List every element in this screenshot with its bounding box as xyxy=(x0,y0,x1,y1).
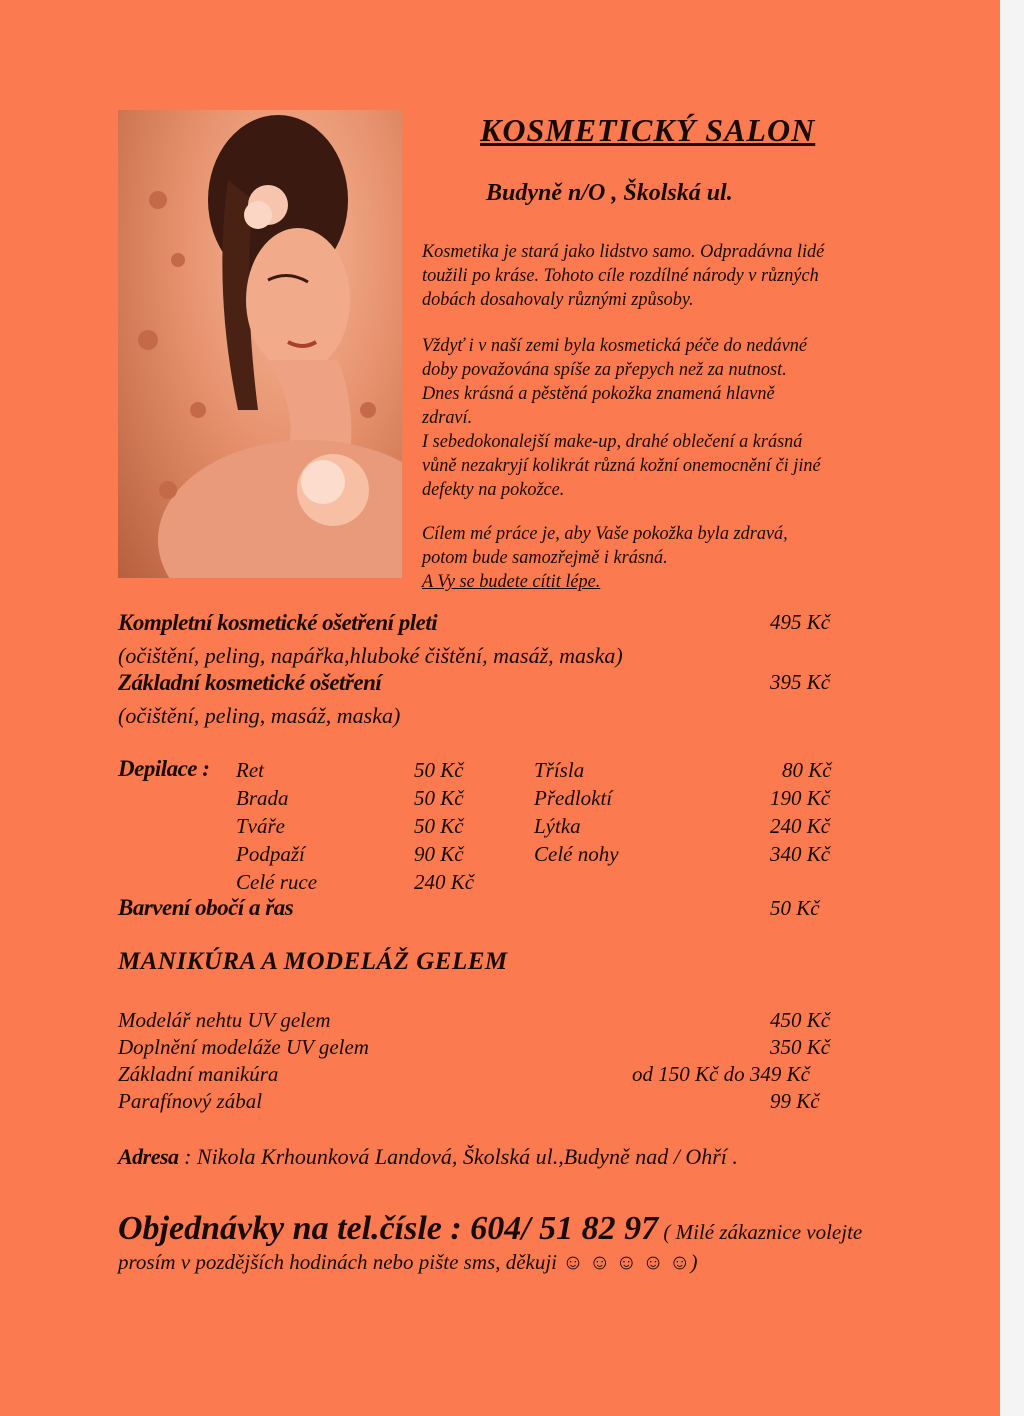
order-phone: Objednávky na tel.čísle : 604/ 51 82 97 xyxy=(118,1210,659,1247)
depilation-price: 240 Kč xyxy=(414,870,475,894)
treatment-name-basic: Základní kosmetické ošetření xyxy=(118,670,382,695)
treatment-name-complete: Kompletní kosmetické ošetření pleti xyxy=(118,610,438,635)
portrait-illustration xyxy=(118,110,402,578)
address-line xyxy=(118,1144,738,1170)
manicure-heading: MANIKÚRA A MODELÁŽ GELEM xyxy=(118,948,508,975)
treatment-details-complete: (očištění, peling, napářka,hluboké čištění, masáž, maska) xyxy=(118,643,623,668)
treatment-price-basic: 395 Kč xyxy=(770,670,831,694)
depilation-price: 50 Kč xyxy=(414,814,464,838)
coloring-price: 50 Kč xyxy=(770,896,820,920)
intro-paragraph-1: Kosmetika je stará jako lidstvo samo. Odpradávna lidé toužili po kráse. Tohoto cíle rozdílné národy v různých dobách dosahovaly různými způsoby. xyxy=(422,241,825,310)
page-margin xyxy=(1000,0,1024,1416)
order-note: ( Milé zákaznice volejte prosím v pozdějších hodinách nebo pište sms, děkuji ☺ ☺ ☺ ☺ ☺) xyxy=(118,1220,863,1274)
treatment-details-basic: (očištění, peling, masáž, maska) xyxy=(118,703,401,728)
address-label: Adresa xyxy=(118,1144,179,1169)
depilation-price: 190 Kč xyxy=(770,786,831,810)
manicure-item-price: od 150 Kč do 349 Kč xyxy=(632,1062,810,1086)
depilation-price: 50 Kč xyxy=(414,786,464,810)
depilation-price: 50 Kč xyxy=(414,758,464,782)
depilation-price: 340 Kč xyxy=(770,842,831,866)
order-block xyxy=(118,1210,868,1277)
manicure-item-name: Parafínový zábal xyxy=(118,1089,263,1113)
woman-portrait-image xyxy=(118,110,402,578)
depilation-price: 80 Kč xyxy=(782,758,832,782)
intro-paragraph-2: Vždyť i v naší zemi byla kosmetická péče do nedávné doby považována spíše za přepych než za nutnost. Dnes krásná a pěstěná pokožka znamená hlavně zdraví. I sebedokonalejší make-up, drahé oblečení a krásná vůně nezakryjí kolikrát různá kožní onemocnění či jiné defekty na pokožce. xyxy=(422,335,821,500)
depilation-area: Celé nohy xyxy=(534,842,619,866)
manicure-item-price: 450 Kč xyxy=(770,1008,831,1032)
depilation-area: Lýtka xyxy=(534,814,581,838)
intro-paragraph-3-text: Cílem mé práce je, aby Vaše pokožka byla zdravá, potom bude samozřejmě i krásná. xyxy=(422,523,788,568)
depilation-price: 90 Kč xyxy=(414,842,464,866)
depilation-area: Tváře xyxy=(236,814,285,838)
manicure-item-name: Základní manikúra xyxy=(118,1062,279,1086)
depilation-area: Třísla xyxy=(534,758,585,782)
address-text: : Nikola Krhounková Landová, Školská ul.,Budyně nad / Ohří . xyxy=(178,1144,738,1169)
manicure-item-price: 99 Kč xyxy=(770,1089,820,1113)
salon-title: KOSMETICKÝ SALON xyxy=(480,112,816,148)
depilation-area: Celé ruce xyxy=(236,870,318,894)
treatment-price-complete: 495 Kč xyxy=(770,610,831,634)
depilation-label: Depilace : xyxy=(118,756,210,781)
coloring-name: Barvení obočí a řas xyxy=(118,895,294,920)
depilation-area: Brada xyxy=(236,786,289,810)
intro-paragraph-3 xyxy=(422,522,788,594)
depilation-area: Podpaží xyxy=(236,842,305,866)
manicure-item-name: Doplnění modeláže UV gelem xyxy=(118,1035,369,1059)
manicure-item-price: 350 Kč xyxy=(770,1035,831,1059)
manicure-item-name: Modelář nehtu UV gelem xyxy=(118,1008,331,1032)
salon-location: Budyně n/O , Školská ul. xyxy=(486,180,733,206)
depilation-area: Předloktí xyxy=(534,786,613,810)
depilation-area: Ret xyxy=(236,758,264,782)
intro-tagline: A Vy se budete cítit lépe. xyxy=(422,571,601,592)
depilation-price: 240 Kč xyxy=(770,814,831,838)
